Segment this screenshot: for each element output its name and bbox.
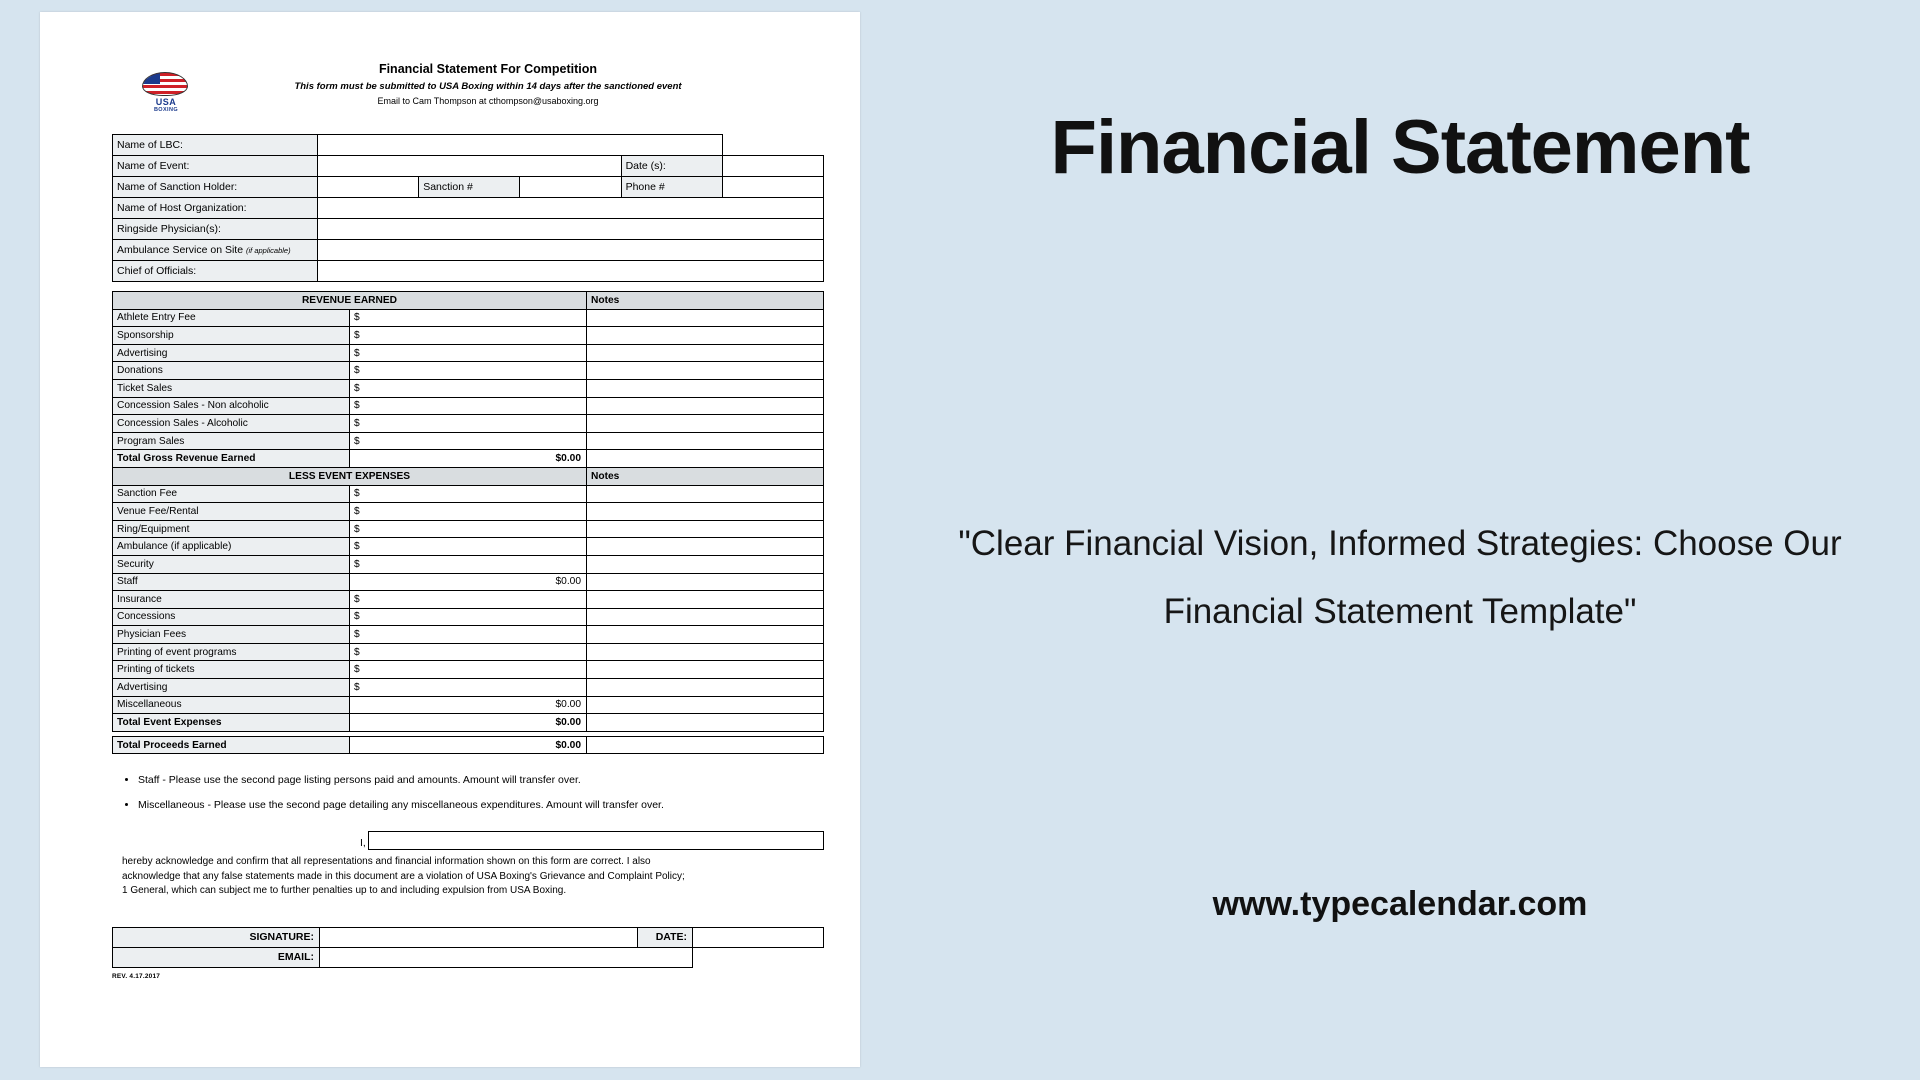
expense-item-label: Insurance bbox=[113, 591, 350, 609]
expense-item-note[interactable] bbox=[587, 485, 824, 503]
revenue-section-title: REVENUE EARNED bbox=[113, 292, 587, 310]
table-row bbox=[113, 309, 824, 327]
expense-item-label: Ring/Equipment bbox=[113, 520, 350, 538]
total-proceeds-note[interactable] bbox=[587, 736, 824, 754]
label-name-of-event: Name of Event: bbox=[113, 156, 318, 177]
expense-item-amount[interactable]: $0.00 bbox=[350, 573, 587, 591]
revenue-notes-header: Notes bbox=[587, 292, 824, 310]
revenue-item-amount[interactable]: $ bbox=[350, 379, 587, 397]
expense-item-amount[interactable]: $ bbox=[350, 555, 587, 573]
expense-item-amount[interactable]: $ bbox=[350, 608, 587, 626]
total-expenses-note[interactable] bbox=[587, 714, 824, 732]
expenses-section-header bbox=[113, 467, 824, 485]
input-name-of-event[interactable] bbox=[318, 156, 622, 177]
label-dates: Date (s): bbox=[621, 156, 722, 177]
expense-item-amount[interactable]: $ bbox=[350, 626, 587, 644]
expense-item-amount[interactable]: $ bbox=[350, 591, 587, 609]
document-title: Financial Statement For Competition bbox=[378, 62, 598, 76]
input-ringside-physicians[interactable] bbox=[318, 219, 824, 240]
acknowledgement-i-label: I, bbox=[360, 836, 366, 849]
label-ambulance-service-text: Ambulance Service on Site bbox=[117, 244, 244, 256]
input-name-of-lbc[interactable] bbox=[318, 135, 723, 156]
revenue-item-label: Concession Sales - Non alcoholic bbox=[113, 397, 350, 415]
expense-item-note[interactable] bbox=[587, 679, 824, 697]
label-signature: SIGNATURE: bbox=[113, 927, 320, 947]
expense-item-amount[interactable]: $ bbox=[350, 643, 587, 661]
revenue-item-amount[interactable]: $ bbox=[350, 397, 587, 415]
revision-label: REV. 4.17.2017 bbox=[112, 972, 161, 980]
total-expenses-amount: $0.00 bbox=[350, 714, 587, 732]
revenue-item-amount[interactable]: $ bbox=[350, 309, 587, 327]
expense-item-amount[interactable]: $ bbox=[350, 538, 587, 556]
total-proceeds-amount: $0.00 bbox=[350, 736, 587, 754]
revenue-item-label: Advertising bbox=[113, 344, 350, 362]
input-signature[interactable] bbox=[320, 927, 638, 947]
document-preview bbox=[40, 12, 860, 1067]
revenue-total-amount: $0.00 bbox=[350, 450, 587, 468]
promo-quote: "Clear Financial Vision, Informed Strategies: Choose Our Financial Statement Template" bbox=[958, 524, 1842, 631]
expense-item-label: Printing of event programs bbox=[113, 643, 350, 661]
table-row bbox=[113, 362, 824, 380]
expense-item-amount[interactable]: $0.00 bbox=[350, 696, 587, 714]
revenue-item-note[interactable] bbox=[587, 309, 824, 327]
expense-item-label: Security bbox=[113, 555, 350, 573]
label-sanction-holder: Name of Sanction Holder: bbox=[113, 177, 318, 198]
footnote-miscellaneous: • Miscellaneous - Please use the second page detailing any miscellaneous expenditures. Amount will transfer over. bbox=[138, 795, 824, 815]
label-chief-of-officials: Chief of Officials: bbox=[113, 261, 318, 282]
table-row bbox=[113, 415, 824, 433]
table-row bbox=[113, 156, 824, 177]
revenue-section-header bbox=[113, 292, 824, 310]
table-row bbox=[113, 261, 824, 282]
signature-table bbox=[112, 927, 824, 968]
footnote-staff: • Staff - Please use the second page listing persons paid and amounts. Amount will transfer over. bbox=[138, 770, 824, 790]
table-row bbox=[113, 327, 824, 345]
revenue-item-amount[interactable]: $ bbox=[350, 415, 587, 433]
email-row bbox=[113, 947, 824, 967]
expenses-notes-header: Notes bbox=[587, 467, 824, 485]
total-proceeds-row bbox=[113, 736, 824, 754]
revenue-item-label: Program Sales bbox=[113, 432, 350, 450]
table-row bbox=[113, 679, 824, 697]
expense-item-label: Miscellaneous bbox=[113, 696, 350, 714]
expense-item-note[interactable] bbox=[587, 608, 824, 626]
expenses-section-title: LESS EVENT EXPENSES bbox=[113, 467, 587, 485]
acknowledgement-name-line bbox=[112, 831, 824, 850]
table-row bbox=[113, 626, 824, 644]
label-date: DATE: bbox=[638, 927, 693, 947]
label-phone-number: Phone # bbox=[621, 177, 722, 198]
expense-item-note[interactable] bbox=[587, 538, 824, 556]
total-proceeds-label: Total Proceeds Earned bbox=[113, 736, 350, 754]
event-info-table bbox=[112, 134, 824, 282]
table-row bbox=[113, 696, 824, 714]
table-row bbox=[113, 573, 824, 591]
expense-item-note[interactable] bbox=[587, 661, 824, 679]
table-row bbox=[113, 503, 824, 521]
acknowledgement-text-line-1: hereby acknowledge and confirm that all representations and financial information shown on this form are correct. I also bbox=[122, 856, 651, 868]
expense-item-label: Concessions bbox=[113, 608, 350, 626]
input-email[interactable] bbox=[320, 947, 693, 967]
expense-item-note[interactable] bbox=[587, 591, 824, 609]
expense-item-amount[interactable]: $ bbox=[350, 661, 587, 679]
label-sanction-number: Sanction # bbox=[419, 177, 520, 198]
revenue-item-label: Sponsorship bbox=[113, 327, 350, 345]
table-row bbox=[113, 344, 824, 362]
revenue-item-amount[interactable]: $ bbox=[350, 344, 587, 362]
table-row bbox=[113, 379, 824, 397]
revenue-item-amount[interactable]: $ bbox=[350, 327, 587, 345]
expense-item-label: Advertising bbox=[113, 679, 350, 697]
revenue-total-label: Total Gross Revenue Earned bbox=[113, 450, 350, 468]
expense-item-note[interactable] bbox=[587, 503, 824, 521]
acknowledgement-name-input[interactable] bbox=[368, 831, 824, 850]
input-sanction-holder[interactable] bbox=[318, 177, 419, 198]
expense-item-label: Physician Fees bbox=[113, 626, 350, 644]
label-ringside-physicians: Ringside Physician(s): bbox=[113, 219, 318, 240]
expense-item-note[interactable] bbox=[587, 520, 824, 538]
revenue-item-note[interactable] bbox=[587, 379, 824, 397]
revenue-total-note[interactable] bbox=[587, 450, 824, 468]
label-host-organization: Name of Host Organization: bbox=[113, 198, 318, 219]
expense-item-amount[interactable]: $ bbox=[350, 679, 587, 697]
table-row bbox=[113, 177, 824, 198]
input-phone-number[interactable] bbox=[722, 177, 823, 198]
revenue-item-note[interactable] bbox=[587, 344, 824, 362]
table-row bbox=[113, 661, 824, 679]
title-block bbox=[112, 62, 824, 106]
table-row bbox=[113, 520, 824, 538]
expense-item-label: Sanction Fee bbox=[113, 485, 350, 503]
usa-boxing-logo bbox=[142, 72, 190, 112]
table-row bbox=[113, 135, 824, 156]
expense-item-label: Venue Fee/Rental bbox=[113, 503, 350, 521]
table-row bbox=[113, 608, 824, 626]
revenue-item-amount[interactable]: $ bbox=[350, 362, 587, 380]
input-dates[interactable] bbox=[722, 156, 823, 177]
revenue-item-note[interactable] bbox=[587, 397, 824, 415]
table-row bbox=[113, 198, 824, 219]
label-ambulance-service bbox=[113, 240, 318, 261]
expense-item-amount[interactable]: $ bbox=[350, 485, 587, 503]
expense-item-note[interactable] bbox=[587, 626, 824, 644]
revenue-total-row bbox=[113, 450, 824, 468]
table-row bbox=[113, 397, 824, 415]
signature-row bbox=[113, 927, 824, 947]
table-row bbox=[113, 591, 824, 609]
table-row bbox=[113, 485, 824, 503]
input-ambulance-service[interactable] bbox=[318, 240, 824, 261]
revenue-item-amount[interactable]: $ bbox=[350, 432, 587, 450]
table-row bbox=[113, 219, 824, 240]
logo-boxing-text: BOXING bbox=[153, 107, 179, 113]
document-header bbox=[112, 62, 824, 124]
table-row bbox=[113, 240, 824, 261]
table-row bbox=[113, 432, 824, 450]
revenue-table bbox=[112, 291, 824, 754]
expense-item-amount[interactable]: $ bbox=[350, 520, 587, 538]
label-name-of-lbc: Name of LBC: bbox=[113, 135, 318, 156]
promo-website: www.typecalendar.com bbox=[1212, 885, 1588, 923]
promo-headline: Financial Statement bbox=[1050, 105, 1750, 190]
revenue-item-note[interactable] bbox=[587, 415, 824, 433]
footnotes-list bbox=[112, 770, 824, 815]
expense-item-label: Ambulance (if applicable) bbox=[113, 538, 350, 556]
total-expenses-row bbox=[113, 714, 824, 732]
expense-item-note[interactable] bbox=[587, 643, 824, 661]
expense-item-note[interactable] bbox=[587, 573, 824, 591]
email-row-spacer bbox=[693, 947, 824, 967]
input-chief-of-officials[interactable] bbox=[318, 261, 824, 282]
total-expenses-label: Total Event Expenses bbox=[113, 714, 350, 732]
input-sanction-number[interactable] bbox=[520, 177, 621, 198]
expense-item-note[interactable] bbox=[587, 555, 824, 573]
revenue-item-note[interactable] bbox=[587, 327, 824, 345]
input-date[interactable] bbox=[693, 927, 824, 947]
document-email-line: Email to Cam Thompson at cthompson@usaboxing.org bbox=[377, 96, 599, 106]
expense-item-label: Staff bbox=[113, 573, 350, 591]
document-subtitle: This form must be submitted to USA Boxing within 14 days after the sanctioned event bbox=[294, 81, 682, 92]
revenue-item-note[interactable] bbox=[587, 362, 824, 380]
revenue-item-label: Ticket Sales bbox=[113, 379, 350, 397]
revenue-item-label: Athlete Entry Fee bbox=[113, 309, 350, 327]
expense-item-amount[interactable]: $ bbox=[350, 503, 587, 521]
table-row bbox=[113, 555, 824, 573]
table-row bbox=[113, 643, 824, 661]
table-row bbox=[113, 538, 824, 556]
expense-item-label: Printing of tickets bbox=[113, 661, 350, 679]
revenue-item-label: Donations bbox=[113, 362, 350, 380]
acknowledgement-text-line-2: acknowledge that any false statements made in this document are a violation of USA Boxing's Grievance and Complaint Policy; bbox=[122, 870, 685, 882]
acknowledgement-text bbox=[112, 855, 824, 899]
flag-icon bbox=[142, 72, 188, 96]
promo-panel bbox=[900, 0, 1900, 1080]
label-email: EMAIL: bbox=[113, 947, 320, 967]
document-body bbox=[112, 60, 824, 980]
logo-usa-text: USA bbox=[155, 97, 177, 107]
acknowledgement-text-line-3: 1 General, which can subject me to further penalties up to and including expulsion from USA Boxing. bbox=[122, 885, 567, 897]
input-host-organization[interactable] bbox=[318, 198, 824, 219]
revenue-item-note[interactable] bbox=[587, 432, 824, 450]
expense-item-note[interactable] bbox=[587, 696, 824, 714]
label-ambulance-service-note: (if applicable) bbox=[246, 246, 291, 255]
revenue-item-label: Concession Sales - Alcoholic bbox=[113, 415, 350, 433]
acknowledgement-block bbox=[112, 831, 824, 899]
